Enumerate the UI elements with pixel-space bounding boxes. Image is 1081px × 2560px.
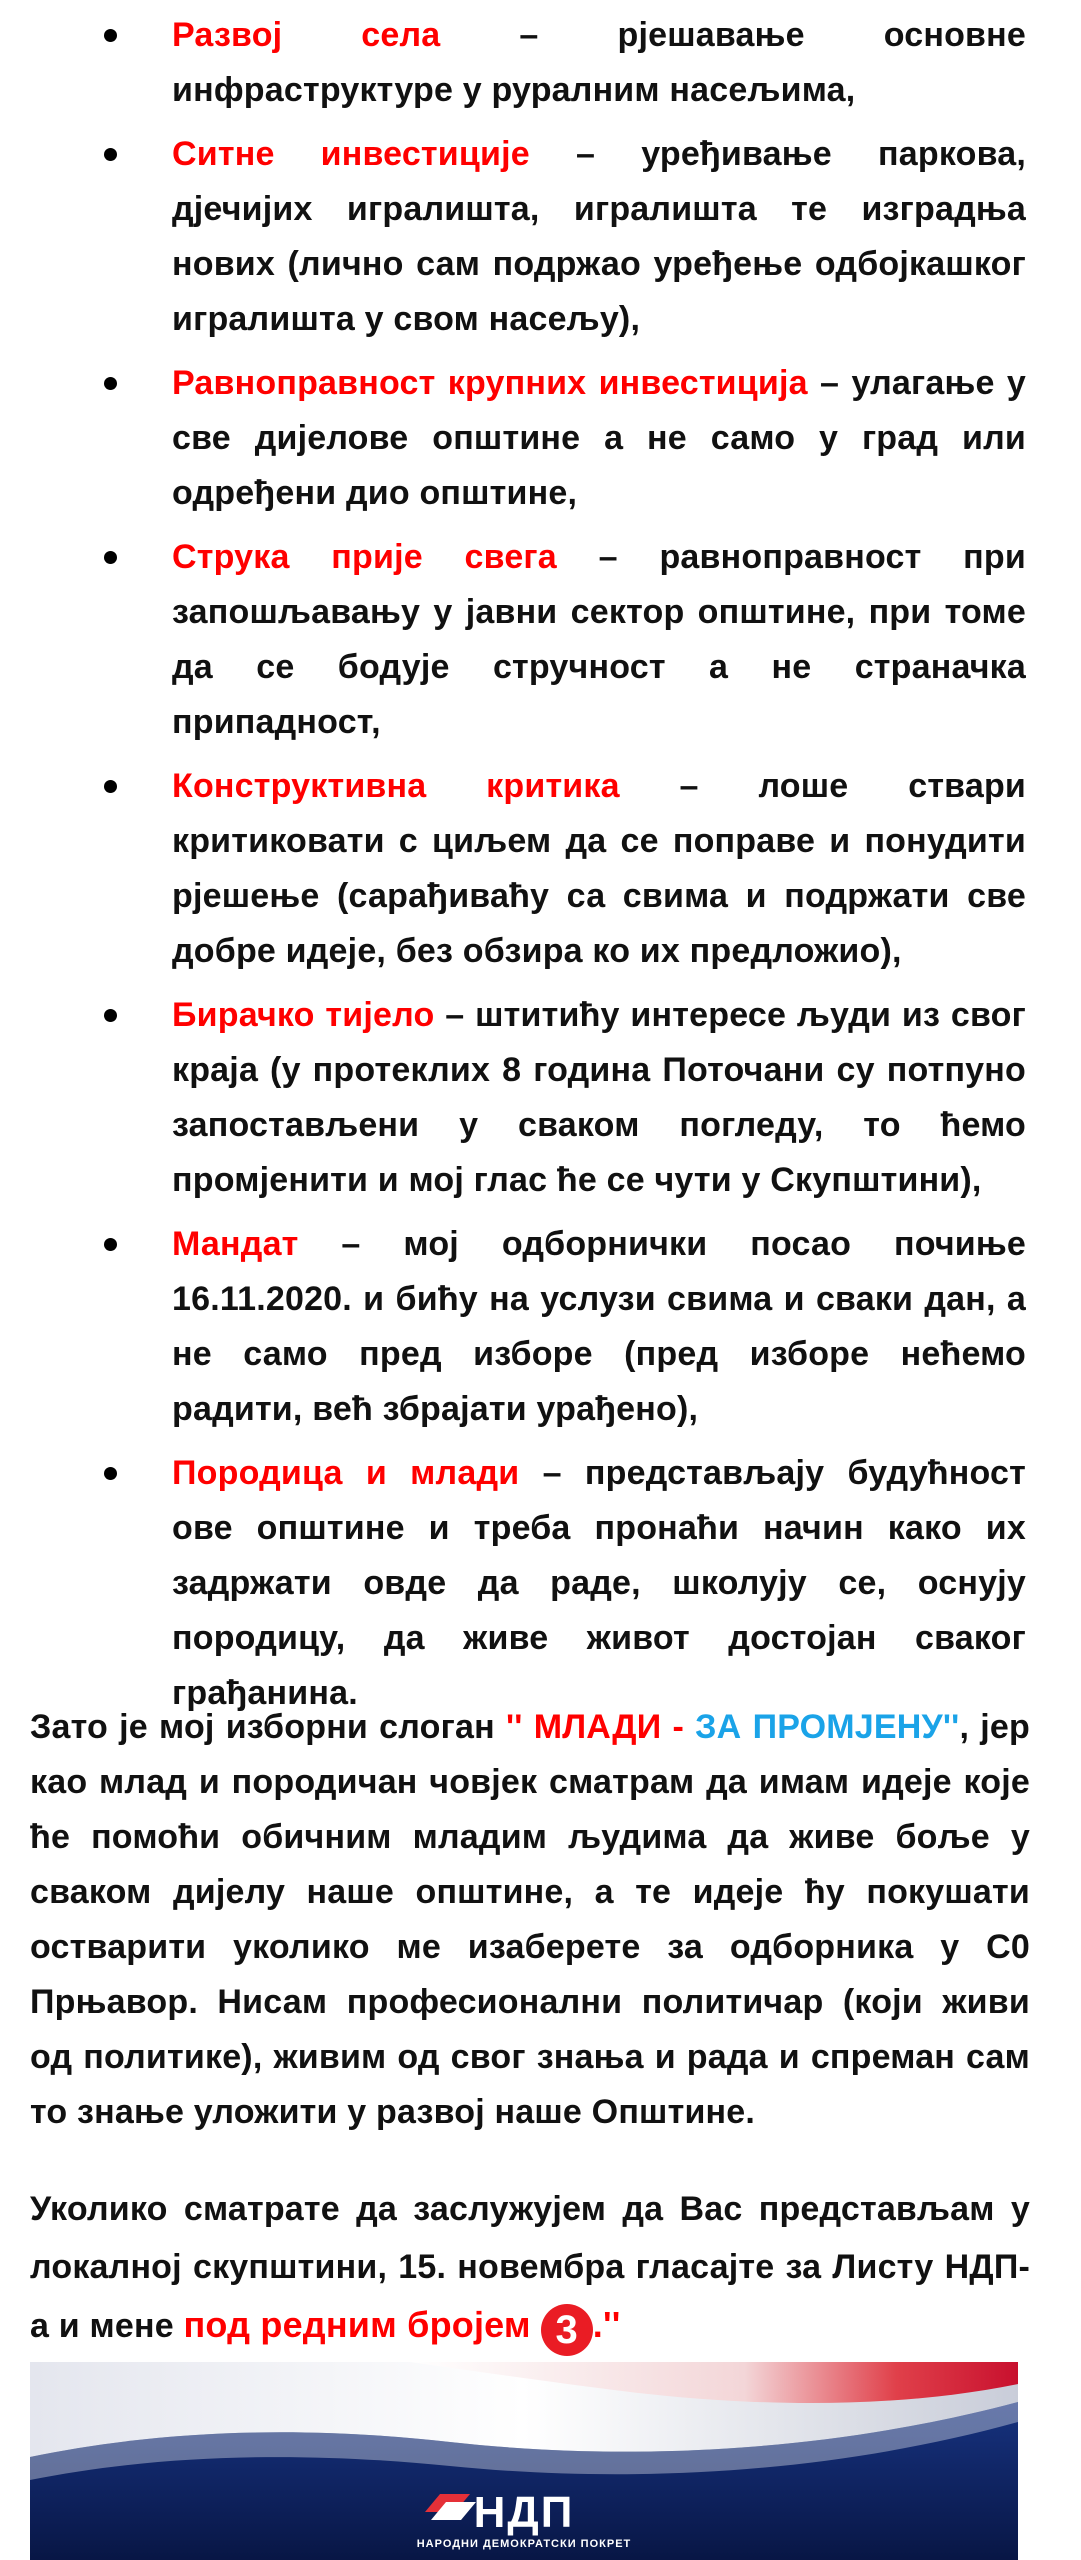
bullet-dot-icon [104, 1238, 117, 1251]
bullet-dot-icon [104, 1467, 117, 1480]
bullet-dot-icon [104, 1009, 117, 1022]
bullet-dot-icon [104, 148, 117, 161]
ndp-banner [30, 2362, 1018, 2560]
vote-closing: .'' [592, 2304, 621, 2345]
bullet-item-family-youth [172, 1446, 1026, 1721]
bullet-separator: – [529, 135, 642, 173]
bullet-label: Породица и млади [172, 1454, 520, 1492]
bullet-separator: – [440, 16, 618, 54]
bullet-separator: – [619, 767, 759, 805]
bullet-text: мој одборнички посао почиње 16.11.2020. и бићу на услузи свима и сваки дан, а не само пред изборе (пред изборе нећемо радити, већ збрајати урађено), [172, 1225, 1027, 1428]
bullet-dot-icon [104, 377, 117, 390]
bullet-text: лоше ствари критиковати с циљем да се поправе и понудити рјешење (сарађиваћу са свима и подржати све добре идеје, без обзира ко их предложио), [172, 767, 1027, 970]
bullet-dot-icon [104, 29, 117, 42]
bullet-separator: – [298, 1225, 404, 1263]
bullet-text: представљају будућност ове општине и треба пронаћи начин како их задржати овде да раде, школују се, оснују породицу, да живе живот достојан сваког грађанина. [172, 1454, 1026, 1712]
bullet-separator: – [556, 538, 660, 576]
bullet-label: Ситне инвестиције [172, 135, 530, 173]
bullet-item-mandate [172, 1217, 1026, 1437]
ndp-logo-subtitle: НАРОДНИ ДЕМОКРАТСКИ ПОКРЕТ [416, 2538, 632, 2550]
ndp-logo-text: НДП [473, 2488, 575, 2537]
bullet-dot-icon [104, 780, 117, 793]
slogan-body-text: , јер као млад и породичан човјек сматрам да имам идеје које ће помоћи обичним младим људима да живе боље у сваком дијелу наше општине, а те идеје ћу покушати остварити уколико ме изаберете за одборника у С0 Прњавор. Нисам професионални политичар (који живи од политике), живим од свог знања и рада и спреман сам то знање уложити у развој наше Општине. [30, 1708, 1031, 2131]
bullet-separator: – [807, 364, 852, 402]
bullet-label: Струка прије свега [172, 538, 557, 576]
bullet-text: улагање у све дијелове општине а не само у град или одређени дио општине, [172, 364, 1026, 512]
bullet-text: равноправност при запошљавању у јавни сектор општине, при томе да се бодује стручност а не страначка припадност, [172, 538, 1026, 741]
bullet-label: Бирачко тијело [172, 996, 435, 1034]
bullet-text: уређивање паркова, дјечијих игралишта, игралишта те изградња нових (лично сам подржао уређење одбојкашког игралишта у свом насељу), [172, 135, 1026, 338]
bullet-separator: – [519, 1454, 585, 1492]
bullet-item-small-investments [172, 127, 1026, 347]
vote-paragraph [30, 2180, 1030, 2356]
bullet-text: штитићу интересе људи из свог краја (у протеклих 8 година Поточани су потпуно запостављени у сваком погледу, то ћемо промјенити и мој глас ће се чути у Скупштини), [172, 996, 1026, 1199]
slogan-part-red: '' МЛАДИ - [505, 1708, 696, 1746]
slogan-intro-text: Зато је мој изборни слоган [30, 1708, 506, 1746]
bullet-item-rural-development [172, 8, 1026, 118]
bullet-label: Мандат [172, 1225, 299, 1263]
bullet-item-equal-investments [172, 356, 1026, 521]
bullet-separator: – [434, 996, 476, 1034]
slogan-paragraph [30, 1700, 1030, 2140]
bullet-item-constructive-criticism [172, 759, 1026, 979]
vote-text: Уколико сматрате да заслужујем да Вас представљам у локалној скупштини, 15. новембра гласајте за Листу НДП-а и мене [30, 2190, 1030, 2345]
slogan-part-blue: ЗА ПРОМЈЕНУ'' [695, 1708, 960, 1746]
program-bullet-list [0, 8, 1081, 1721]
bullet-dot-icon [104, 551, 117, 564]
bullet-label: Равноправност крупних инвестиција [172, 364, 808, 402]
bullet-text: рјешавање основне инфраструктуре у руралним насељима, [172, 16, 1026, 109]
bullet-label: Развој села [172, 16, 441, 54]
bullet-item-electorate [172, 988, 1026, 1208]
vote-highlight: под редним бројем [183, 2304, 531, 2345]
list-number-badge: 3 [541, 2304, 593, 2356]
bullet-item-expertise-first [172, 530, 1026, 750]
bullet-label: Конструктивна критика [172, 767, 620, 805]
